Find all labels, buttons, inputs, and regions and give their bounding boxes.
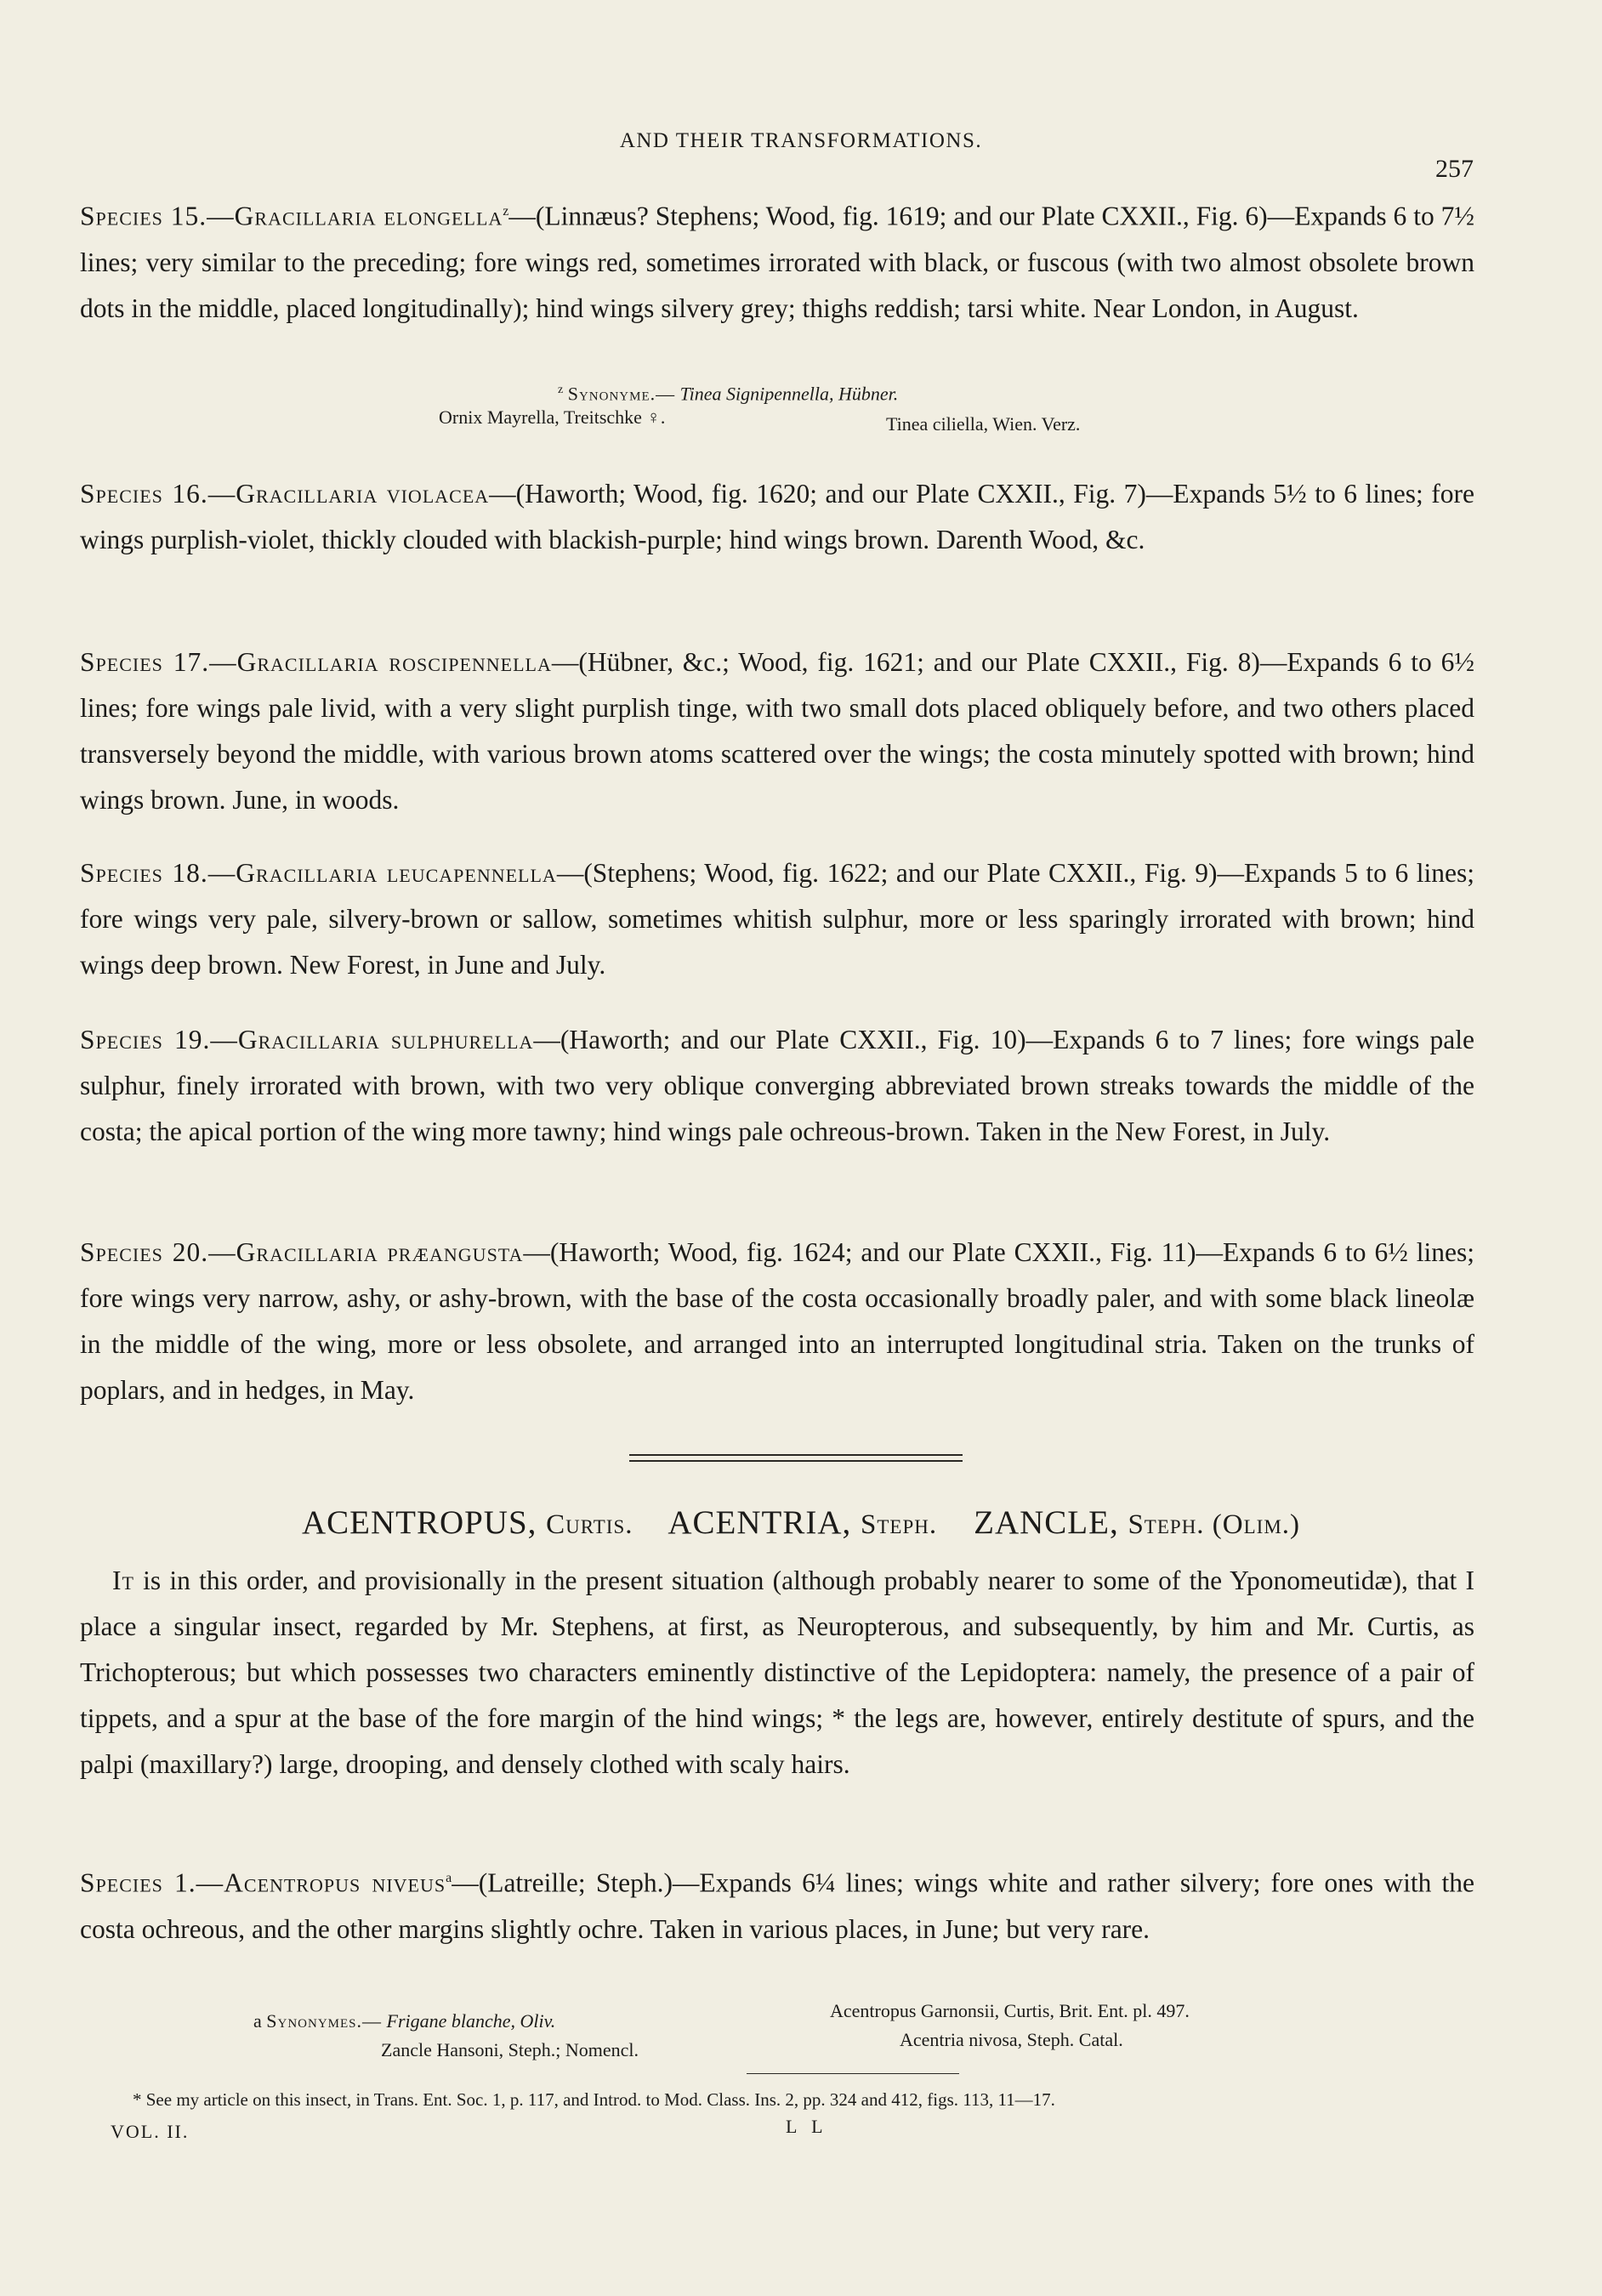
genus-intro: [80, 1558, 1474, 1787]
acentropus-note-mark: a: [446, 1871, 452, 1885]
section-divider-bottom: [629, 1460, 963, 1462]
species-15-note-mark: z: [503, 204, 509, 219]
acentropus-species-1-entry: [80, 1856, 1474, 1952]
synonyms-15-line1: $^z$ Synonyme.— Tinea Signipennella, Hübner.: [558, 383, 899, 405]
volume-label: VOL. II.: [111, 2121, 190, 2142]
species-16-label: Species 16.—Gracillaria violacea: [80, 479, 490, 509]
species-17-entry: [80, 639, 1474, 823]
species-17-label: Species 17.—Gracillaria roscipennella: [80, 647, 552, 677]
page-number: 257: [1435, 155, 1474, 183]
species-15-entry: [80, 189, 1474, 332]
footnote: * See my article on this insect, in Trans. Ent. Soc. 1, p. 117, and Introd. to Mod. Class. Ins. 2, pp. 324 and 412, figs. 113, 11—17.: [133, 2089, 1055, 2110]
synonyms-15-line2a: Ornix Mayrella, Treitschke ♀.: [439, 406, 666, 428]
species-15-label: Species 15.—Gracillaria elongella: [80, 201, 503, 231]
genus-heading: ACENTROPUS, Curtis. ACENTRIA, Steph. ZANCLE, Steph. (Olim.): [301, 1504, 1301, 1541]
species-16-text: —(Haworth; Wood, fig. 1620; and our Plate CXXII., Fig. 7)—Expands 5½ to 6 lines; fore wings purplish-violet, thickly clouded with blackish-purple; hind wings brown. Darenth Wood, &c.: [80, 479, 1474, 554]
species-20-text: —(Haworth; Wood, fig. 1624; and our Plate CXXII., Fig. 11)—Expands 6 to 6½ lines; fore wings very narrow, ashy, or ashy-brown, with the base of the costa occasionally broadly paler, and with some black lineolæ in the middle of the wing, more or less obsolete, and arranged into an interrupted longitudinal stria. Taken on the trunks of poplars, and in hedges, in May.: [80, 1237, 1474, 1405]
acentropus-species-1-label: Species 1.—Acentropus niveus: [80, 1867, 446, 1898]
signature-mark: L L: [786, 2116, 828, 2137]
species-18-text: —(Stephens; Wood, fig. 1622; and our Plate CXXII., Fig. 9)—Expands 5 to 6 lines; fore wings very pale, silvery-brown or sallow, sometimes whitish sulphur, more or less sparingly irrorated with brown; hind wings deep brown. New Forest, in June and July.: [80, 858, 1475, 980]
intro-text: is in this order, and provisionally in the present situation (although probably nearer to some of the Yponomeutidæ), that I place a singular insect, regarded by Mr. Stephens, at first, as Neuropterous, and subsequently, by him and Mr. Curtis, as Trichopterous; but which possesses two characters eminently distinctive of the Lepidoptera: namely, the presence of a pair of tippets, and a spur at the base of the fore margin of the hind wings; * the legs are, however, entirely destitute of spurs, and the palpi (maxillary?) large, drooping, and densely clothed with scaly hairs.: [80, 1566, 1474, 1779]
section-divider-top: [629, 1454, 963, 1456]
species-20-entry: [80, 1230, 1474, 1413]
footnote-rule: [747, 2073, 959, 2074]
acentropus-species-1-text: —(Latreille; Steph.)—Expands 6¼ lines; wings white and rather silvery; fore ones with the costa ochreous, and the other margins slightly ochre. Taken in various places, in June; but very rare.: [80, 1867, 1474, 1944]
species-16-entry: [80, 471, 1474, 563]
synonyms-a-line2a: Zancle Hansoni, Steph.; Nomencl.: [381, 2039, 639, 2060]
synonyms-a-line2b: Acentria nivosa, Steph. Catal.: [900, 2029, 1123, 2050]
species-18-label: Species 18.—Gracillaria leucapennella: [80, 858, 557, 888]
synonyms-15-line2b: Tinea ciliella, Wien. Verz.: [886, 413, 1081, 435]
species-17-text: —(Hübner, &c.; Wood, fig. 1621; and our Plate CXXII., Fig. 8)—Expands 6 to 6½ lines; fore wings pale livid, with a very slight purplish tinge, with two small dots placed obliquely before, and two others placed transversely beyond the middle, with various brown atoms scattered over the wings; the costa minutely spotted with brown; hind wings brown. June, in woods.: [80, 647, 1474, 815]
species-15-text: —(Linnæus? Stephens; Wood, fig. 1619; and our Plate CXXII., Fig. 6)—Expands 6 to 7½ lines; very similar to the preceding; fore wings red, sometimes irrorated with black, or fuscous (with two almost obsolete brown dots in the middle, placed longitudinally); hind wings silvery grey; thighs reddish; tarsi white. Near London, in August.: [80, 201, 1474, 323]
species-18-entry: [80, 850, 1474, 988]
species-20-label: Species 20.—Gracillaria præangusta: [80, 1237, 524, 1267]
species-19-entry: [80, 1017, 1474, 1155]
intro-lead: It: [112, 1566, 134, 1595]
species-19-text: —(Haworth; and our Plate CXXII., Fig. 10)—Expands 6 to 7 lines; fore wings pale sulphur, finely irrorated with brown, with two very oblique converging abbreviated brown streaks towards the middle of the costa; the apical portion of the wing more tawny; hind wings pale ochreous-brown. Taken in the New Forest, in July.: [80, 1025, 1474, 1146]
synonyms-a-line1b: Acentropus Garnonsii, Curtis, Brit. Ent. pl. 497.: [830, 2000, 1190, 2021]
running-head: AND THEIR TRANSFORMATIONS.: [619, 129, 983, 152]
species-19-label: Species 19.—Gracillaria sulphurella: [80, 1025, 534, 1054]
synonyms-a-line1a: a Synonymes.— Frigane blanche, Oliv.: [253, 2010, 556, 2032]
